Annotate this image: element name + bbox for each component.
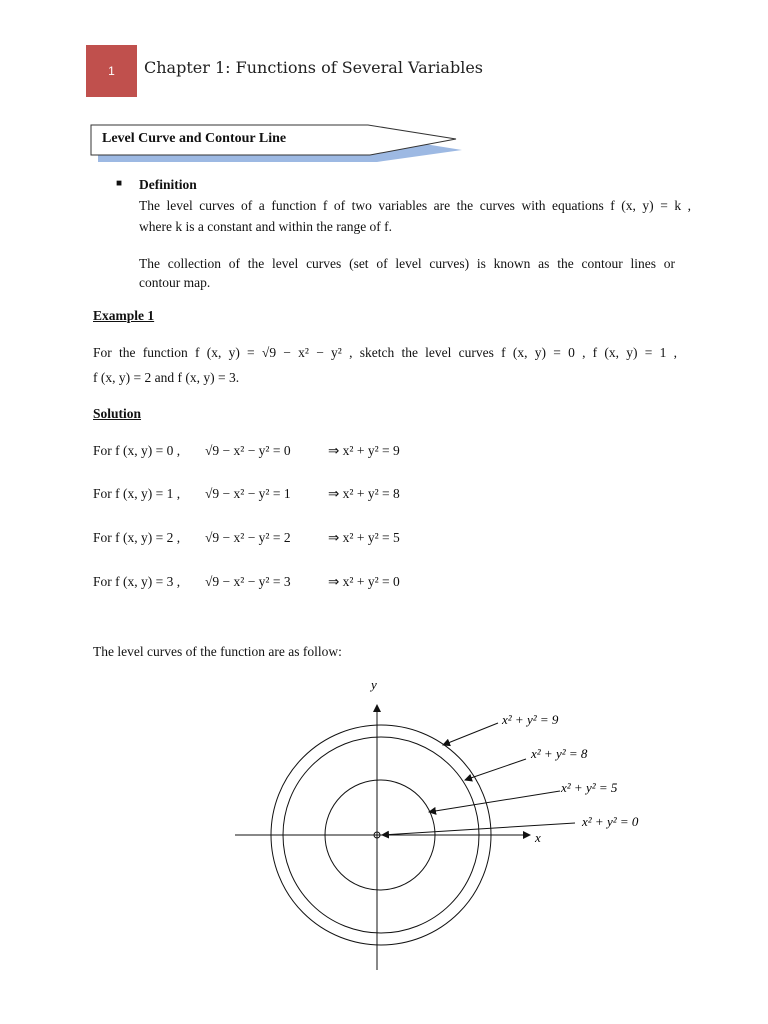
solution-expression: √9 − x² − y² = 0 bbox=[205, 443, 291, 458]
pointer-arrow bbox=[443, 723, 498, 745]
solution-row bbox=[93, 486, 400, 502]
solution-condition: For f (x, y) = 2 , bbox=[93, 530, 181, 545]
solution-condition: For f (x, y) = 1 , bbox=[93, 486, 181, 501]
x-axis-label: x bbox=[535, 830, 541, 845]
pointer-arrow bbox=[429, 791, 560, 812]
solution-result: ⇒ x² + y² = 0 bbox=[328, 574, 400, 589]
definition-heading: Definition bbox=[139, 177, 197, 192]
solution-expression: √9 − x² − y² = 2 bbox=[205, 530, 291, 545]
curve-label: x² + y² = 8 bbox=[531, 746, 588, 761]
chapter-title: Chapter 1: Functions of Several Variables bbox=[144, 58, 484, 77]
solution-row bbox=[93, 443, 400, 459]
curve-label: x² + y² = 0 bbox=[582, 814, 639, 829]
example-heading: Example 1 bbox=[93, 308, 155, 323]
solution-result: ⇒ x² + y² = 9 bbox=[328, 443, 400, 458]
level-curves-diagram bbox=[230, 675, 680, 975]
bullet-icon: ■ bbox=[116, 178, 123, 189]
y-axis-label: y bbox=[371, 677, 377, 692]
page-number: 1 bbox=[108, 64, 115, 78]
solution-condition: For f (x, y) = 3 , bbox=[93, 574, 181, 589]
definition-para2-line-1: The collection of the level curves (set of level curves) is known as the contour lines or bbox=[139, 256, 675, 271]
solution-row bbox=[93, 574, 400, 590]
solution-result: ⇒ x² + y² = 8 bbox=[328, 486, 400, 501]
definition-line-1: The level curves of a function f of two variables are the curves with equations f (x, y) = k , bbox=[139, 198, 691, 213]
example-line-2: f (x, y) = 2 and f (x, y) = 3. bbox=[93, 370, 240, 385]
figure-intro: The level curves of the function are as follow: bbox=[93, 644, 342, 659]
section-title: Level Curve and Contour Line bbox=[102, 131, 287, 146]
definition-para2-line-2: contour map. bbox=[139, 275, 211, 290]
solution-expression: √9 − x² − y² = 3 bbox=[205, 574, 291, 589]
curve-label: x² + y² = 9 bbox=[502, 712, 559, 727]
curve-label: x² + y² = 5 bbox=[561, 780, 618, 795]
solution-result: ⇒ x² + y² = 5 bbox=[328, 530, 400, 545]
solution-expression: √9 − x² − y² = 1 bbox=[205, 486, 291, 501]
solution-row bbox=[93, 530, 400, 546]
example-line-1: For the function f (x, y) = √9 − x² − y² , sketch the level curves f (x, y) = 0 , f (x, y) = 1 , bbox=[93, 345, 677, 360]
solution-heading: Solution bbox=[93, 406, 142, 421]
definition-line-2: where k is a constant and within the range of f. bbox=[139, 219, 393, 234]
pointer-arrow bbox=[465, 759, 526, 780]
solution-condition: For f (x, y) = 0 , bbox=[93, 443, 181, 458]
page-number-badge bbox=[86, 45, 137, 97]
